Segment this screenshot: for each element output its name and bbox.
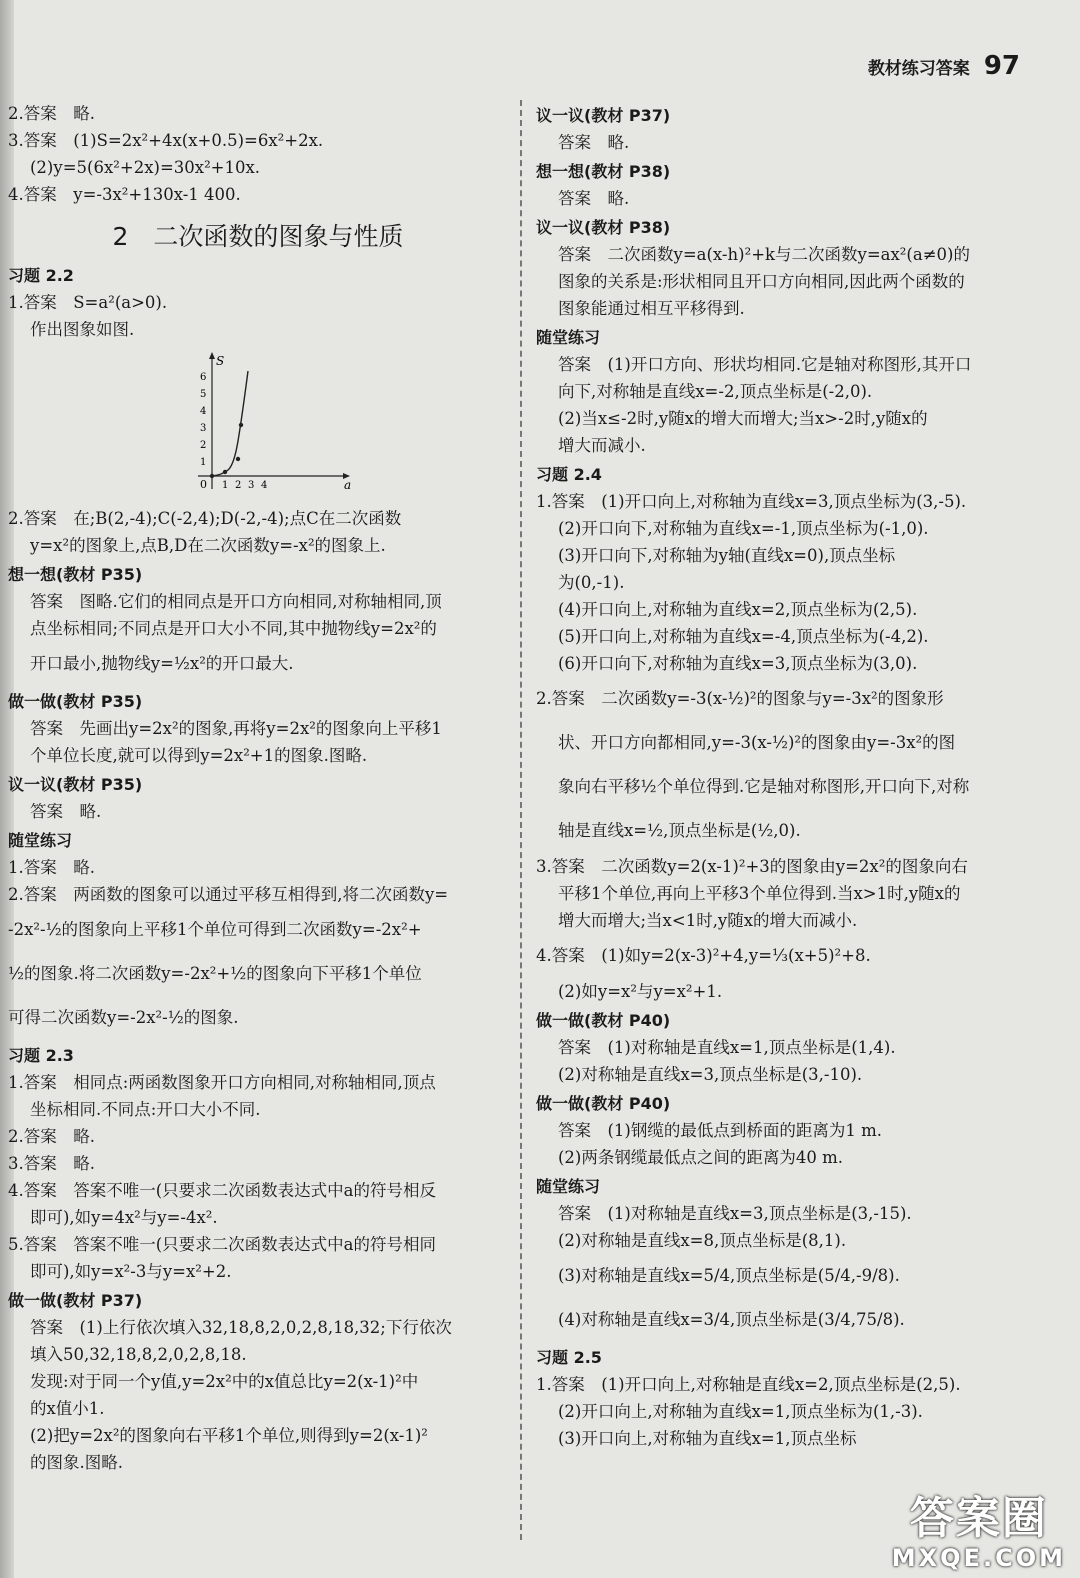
section-heading: 做一做(教材 P37) xyxy=(8,1291,143,1310)
answer-line: 答案 二次函数y=a(x-h)²+k与二次函数y=ax²(a≠0)的 xyxy=(558,245,970,264)
answer-line: 可得二次函数y=-2x²-½的图象. xyxy=(8,1008,239,1027)
curve-point xyxy=(223,470,227,474)
answer-line: 1.答案 相同点:两函数图象开口方向相同,对称轴相同,顶点 xyxy=(8,1073,436,1092)
answer-line: 2.答案 二次函数y=-3(x-½)²的图象与y=-3x²的图象形 xyxy=(536,689,944,708)
answer-line: ½的图象.将二次函数y=-2x²+½的图象向下平移1个单位 xyxy=(8,964,422,983)
page-header xyxy=(868,48,1020,84)
answer-line: 1.答案 略. xyxy=(8,858,95,877)
answer-line: 坐标相同.不同点:开口大小不同. xyxy=(30,1100,261,1119)
answer-line: 个单位长度,就可以得到y=2x²+1的图象.图略. xyxy=(30,746,368,765)
answer-line: 答案 (1)钢缆的最低点到桥面的距离为1 m. xyxy=(558,1121,883,1140)
section-heading: 随堂练习 xyxy=(536,328,601,347)
section-heading: 随堂练习 xyxy=(536,1177,601,1196)
curve-point xyxy=(236,457,240,461)
answer-line: (2)对称轴是直线x=8,顶点坐标是(8,1). xyxy=(558,1231,847,1250)
answer-line: 即可),如y=4x²与y=-4x². xyxy=(30,1208,218,1227)
left-column xyxy=(8,100,508,1476)
answer-line: 作出图象如图. xyxy=(30,320,135,339)
answer-line: 答案 图略.它们的相同点是开口方向相同,对称轴相同,顶 xyxy=(30,592,442,611)
y-axis-arrow xyxy=(209,352,215,359)
chapter-title: 2 二次函数的图象与性质 xyxy=(112,222,404,251)
answer-line: 向下,对称轴是直线x=-2,顶点坐标是(-2,0). xyxy=(558,382,873,401)
x-tick-label: 2 xyxy=(235,480,242,491)
answer-line: 4.答案 y=-3x²+130x-1 400. xyxy=(8,185,241,204)
answer-line: (3)开口向下,对称轴为y轴(直线x=0),顶点坐标 xyxy=(558,546,896,565)
y-tick-label: 5 xyxy=(200,389,207,400)
answer-line: 答案 略. xyxy=(558,133,630,152)
answer-line: (2)对称轴是直线x=3,顶点坐标是(3,-10). xyxy=(558,1065,863,1084)
answer-line: 4.答案 (1)如y=2(x-3)²+4,y=⅓(x+5)²+8. xyxy=(536,946,871,965)
answer-line: (2)两条钢缆最低点之间的距离为40 m. xyxy=(558,1148,844,1167)
answer-line: 即可),如y=x²-3与y=x²+2. xyxy=(30,1262,232,1281)
answer-line: 图象能通过相互平移得到. xyxy=(558,299,745,318)
answer-line: 开口最小,抛物线y=½x²的开口最大. xyxy=(30,654,294,673)
answer-line: 答案 (1)对称轴是直线x=3,顶点坐标是(3,-15). xyxy=(558,1204,912,1223)
answer-line: 答案 先画出y=2x²的图象,再将y=2x²的图象向上平移1 xyxy=(30,719,442,738)
section-heading: 习题 2.2 xyxy=(8,266,74,285)
curve-point xyxy=(210,474,214,478)
answer-line: (2)开口向上,对称轴为直线x=1,顶点坐标为(1,-3). xyxy=(558,1402,923,1421)
y-tick-label: 6 xyxy=(200,372,207,383)
answer-line: 3.答案 略. xyxy=(8,1154,95,1173)
section-heading: 做一做(教材 P40) xyxy=(536,1094,671,1113)
section-heading: 习题 2.4 xyxy=(536,465,602,484)
answer-line: (4)开口向上,对称轴为直线x=2,顶点坐标为(2,5). xyxy=(558,600,918,619)
answer-line: 填入50,32,18,8,2,0,2,8,18. xyxy=(30,1345,247,1364)
answer-line: 3.答案 二次函数y=2(x-1)²+3的图象由y=2x²的图象向右 xyxy=(536,857,968,876)
answer-line: 答案 (1)对称轴是直线x=1,顶点坐标是(1,4). xyxy=(558,1038,896,1057)
answer-line: 平移1个单位,再向上平移3个单位得到.当x>1时,y随x的 xyxy=(558,884,961,903)
site-watermark xyxy=(892,1494,1066,1572)
answer-line: 的图象.图略. xyxy=(30,1453,123,1472)
page-number: 97 xyxy=(983,51,1020,81)
answer-line: 2.答案 两函数的图象可以通过平移互相得到,将二次函数y= xyxy=(8,885,449,904)
y-axis-label: S xyxy=(216,354,225,368)
answer-line: (2)y=5(6x²+2x)=30x²+10x. xyxy=(30,158,261,177)
x-tick-label: 1 xyxy=(222,480,229,491)
answer-line: 状、开口方向都相同,y=-3(x-½)²的图象由y=-3x²的图 xyxy=(558,733,956,752)
answer-line: (6)开口向下,对称轴为直线x=3,顶点坐标为(3,0). xyxy=(558,654,918,673)
section-heading: 习题 2.3 xyxy=(8,1046,74,1065)
section-heading: 随堂练习 xyxy=(8,831,73,850)
answer-line: 5.答案 答案不唯一(只要求二次函数表达式中a的符号相同 xyxy=(8,1235,437,1254)
answer-line: 的x值小1. xyxy=(30,1399,105,1418)
y-tick-label: 3 xyxy=(200,423,207,434)
answer-line: 1.答案 (1)开口向上,对称轴是直线x=2,顶点坐标是(2,5). xyxy=(536,1375,961,1394)
answer-line: y=x²的图象上,点B,D在二次函数y=-x²的图象上. xyxy=(30,536,386,555)
answer-line: 2.答案 略. xyxy=(8,1127,95,1146)
y-tick-label: 1 xyxy=(200,457,207,468)
answer-line: 2.答案 略. xyxy=(8,104,95,123)
answer-line: 为(0,-1). xyxy=(558,573,625,592)
answer-line: 象向右平移½个单位得到.它是轴对称图形,开口向下,对称 xyxy=(558,777,970,796)
x-tick-label: 4 xyxy=(261,480,268,491)
x-tick-label: 3 xyxy=(248,480,255,491)
answer-line: 答案 (1)上行依次填入32,18,8,2,0,2,8,18,32;下行依次 xyxy=(30,1318,452,1337)
answer-line: (3)开口向上,对称轴为直线x=1,顶点坐标 xyxy=(558,1429,857,1448)
answer-line: (2)当x≤-2时,y随x的增大而增大;当x>-2时,y随x的 xyxy=(558,409,928,428)
section-heading: 做一做(教材 P35) xyxy=(8,692,143,711)
answer-line: 1.答案 (1)开口向上,对称轴为直线x=3,顶点坐标为(3,-5). xyxy=(536,492,967,511)
answer-line: 4.答案 答案不唯一(只要求二次函数表达式中a的符号相反 xyxy=(8,1181,437,1200)
answer-line: 3.答案 (1)S=2x²+4x(x+0.5)=6x²+2x. xyxy=(8,131,324,150)
answer-line: -2x²-½的图象向上平移1个单位可得到二次函数y=-2x²+ xyxy=(8,920,422,939)
answer-line: (2)如y=x²与y=x²+1. xyxy=(558,982,723,1001)
y-tick-label: 2 xyxy=(200,440,207,451)
answer-line: 点坐标相同;不同点是开口大小不同,其中抛物线y=2x²的 xyxy=(30,619,437,638)
answer-line: (2)把y=2x²的图象向右平移1个单位,则得到y=2(x-1)² xyxy=(30,1426,428,1445)
watermark-logo: 答案圈 xyxy=(909,1493,1048,1544)
answer-line: (2)开口向下,对称轴为直线x=-1,顶点坐标为(-1,0). xyxy=(558,519,929,538)
y-tick-label: 4 xyxy=(200,406,207,417)
section-heading: 做一做(教材 P40) xyxy=(536,1011,671,1030)
answer-line: 答案 (1)开口方向、形状均相同.它是轴对称图形,其开口 xyxy=(558,355,972,374)
right-column xyxy=(536,100,1036,1452)
section-heading: 想一想(教材 P38) xyxy=(536,162,671,181)
function-graph xyxy=(178,351,358,491)
answer-line: 发现:对于同一个y值,y=2x²中的x值总比y=2(x-1)²中 xyxy=(30,1372,419,1391)
answer-line: 增大而减小. xyxy=(558,436,646,455)
answer-line: 答案 略. xyxy=(30,802,102,821)
answer-line: 增大而增大;当x<1时,y随x的增大而减小. xyxy=(558,911,858,930)
section-heading: 想一想(教材 P35) xyxy=(8,565,143,584)
column-divider xyxy=(520,100,522,1540)
x-tick-group xyxy=(222,480,267,491)
answer-line: (4)对称轴是直线x=3/4,顶点坐标是(3/4,75/8). xyxy=(558,1310,905,1329)
section-heading: 议一议(教材 P35) xyxy=(8,775,143,794)
answer-line: 1.答案 S=a²(a>0). xyxy=(8,293,168,312)
answer-line: (3)对称轴是直线x=5/4,顶点坐标是(5/4,-9/8). xyxy=(558,1266,900,1285)
y-tick-group xyxy=(200,372,206,468)
answer-line: 答案 略. xyxy=(558,189,630,208)
section-heading: 议一议(教材 P37) xyxy=(536,106,671,125)
section-heading: 议一议(教材 P38) xyxy=(536,218,671,237)
curve-point xyxy=(239,423,243,427)
answer-line: 轴是直线x=½,顶点坐标是(½,0). xyxy=(558,821,801,840)
answer-line: 图象的关系是:形状相同且开口方向相同,因此两个函数的 xyxy=(558,272,965,291)
answer-line: 2.答案 在;B(2,-4);C(-2,4);D(-2,-4);点C在二次函数 xyxy=(8,509,402,528)
watermark-url: MXQE.COM xyxy=(891,1544,1066,1572)
header-label: 教材练习答案 xyxy=(867,58,970,79)
x-axis-label: a xyxy=(344,478,352,491)
section-heading: 习题 2.5 xyxy=(536,1348,602,1367)
origin-label: 0 xyxy=(200,478,207,491)
answer-line: (5)开口向上,对称轴为直线x=-4,顶点坐标为(-4,2). xyxy=(558,627,929,646)
